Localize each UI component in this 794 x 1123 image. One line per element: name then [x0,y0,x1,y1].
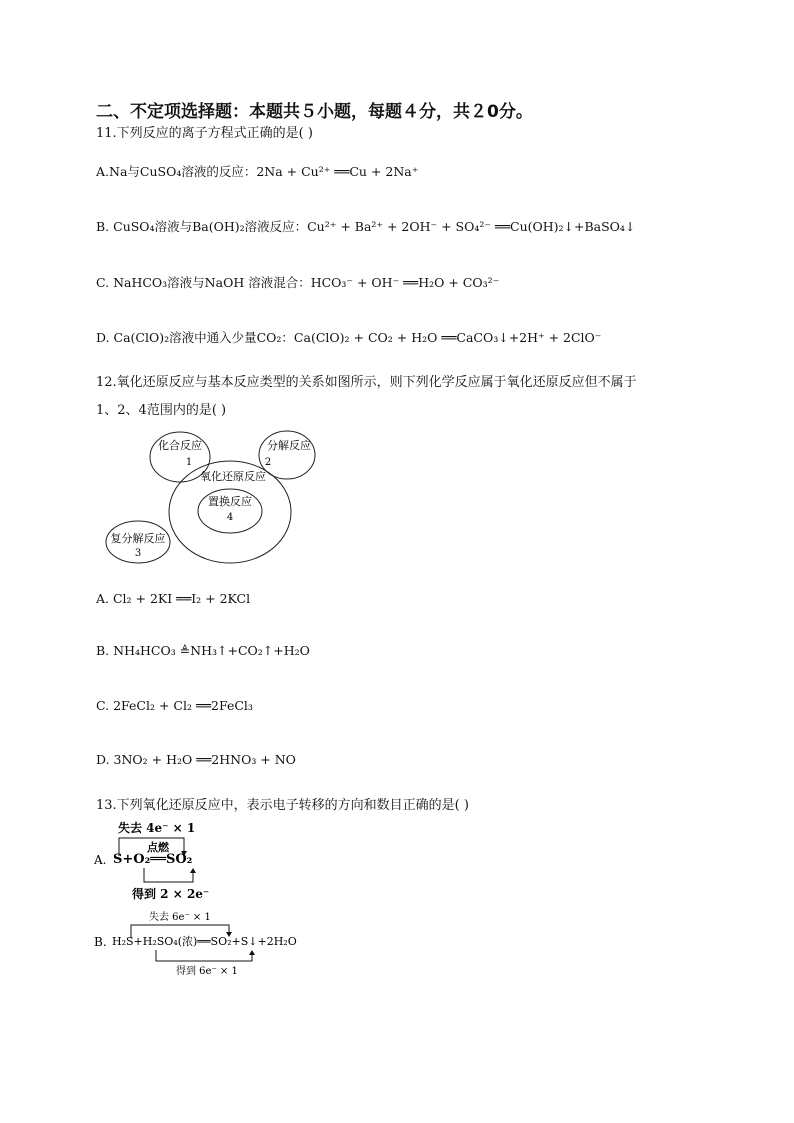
question-12-option-c: C. 2FeCl₂ + Cl₂ ══2FeCl₃ [96,698,253,713]
label-number-2: 2 [264,457,272,468]
label-decomposition: 分解反应 [267,439,311,452]
label-number-1: 1 [185,457,193,468]
label-redox: 氧化还原反应 [200,470,266,483]
question-13-option-b-electron-transfer [94,908,334,978]
question-12-option-b: B. NH₄HCO₃ ≜NH₃↑+CO₂↑+H₂O [96,643,310,658]
question-11-stem: 11.下列反应的离子方程式正确的是( ) [96,126,313,141]
option-a-gained-bracket [144,868,193,882]
question-11-option-a: A.Na与CuSO₄溶液的反应：2Na + Cu²⁺ ══Cu + 2Na⁺ [96,164,419,179]
label-number-3: 3 [134,548,142,559]
option-b-gained-arrowhead [249,950,255,955]
question-11-option-d: D. Ca(ClO)₂溶液中通入少量CO₂：Ca(ClO)₂ + CO₂ + H₂O ══CaCO₃↓+2H⁺ + 2ClO⁻ [96,330,602,345]
option-a-lost-electrons-label: 失去 4e⁻ × 1 [118,821,196,835]
question-13-stem: 13.下列氧化还原反应中，表示电子转移的方向和数目正确的是( ) [96,798,469,813]
option-a-gained-electrons-label: 得到 2 × 2e⁻ [132,887,210,901]
question-12-stem-line1: 12.氧化还原反应与基本反应类型的关系如图所示，则下列化学反应属于氧化还原反应但不属于 [96,375,637,390]
label-combination: 化合反应 [158,439,202,452]
option-b-label: B. [94,935,107,949]
question-11-option-c: C. NaHCO₃溶液与NaOH 溶液混合：HCO₃⁻ + OH⁻ ══H₂O + CO₃²⁻ [96,275,500,290]
question-12-option-d: D. 3NO₂ + H₂O ══2HNO₃ + NO [96,752,296,767]
question-11-option-b: B. CuSO₄溶液与Ba(OH)₂溶液反应：Cu²⁺ + Ba²⁺ + 2OH⁻ + SO₄²⁻ ══Cu(OH)₂↓+BaSO₄↓ [96,219,636,234]
option-a-condition: 点燃 [147,841,169,854]
section-heading: 二、不定项选择题：本题共５小题，每题４分，共２0分。 [96,102,533,122]
question-13-option-a-electron-transfer [94,818,254,902]
label-displacement: 置换反应 [208,495,252,508]
option-b-lost-electrons-label: 失去 6e⁻ × 1 [149,912,211,923]
option-b-gained-bracket [156,950,252,961]
label-number-4: 4 [226,512,234,523]
question-12-stem-line2: 1、2、4范围内的是( ) [96,403,227,418]
option-a-gained-arrowhead [190,868,196,873]
option-b-gained-electrons-label: 得到 6e⁻ × 1 [176,966,238,977]
label-double-decomposition: 复分解反应 [110,532,166,545]
option-a-label: A. [94,853,107,867]
option-a-equation: S+O₂══SO₂ [113,852,193,867]
reaction-type-venn-diagram [100,425,330,565]
option-b-equation: H₂S+H₂SO₄(浓)══SO₂+S↓+2H₂O [112,935,297,948]
question-12-option-a: A. Cl₂ + 2KI ══I₂ + 2KCl [96,591,251,606]
